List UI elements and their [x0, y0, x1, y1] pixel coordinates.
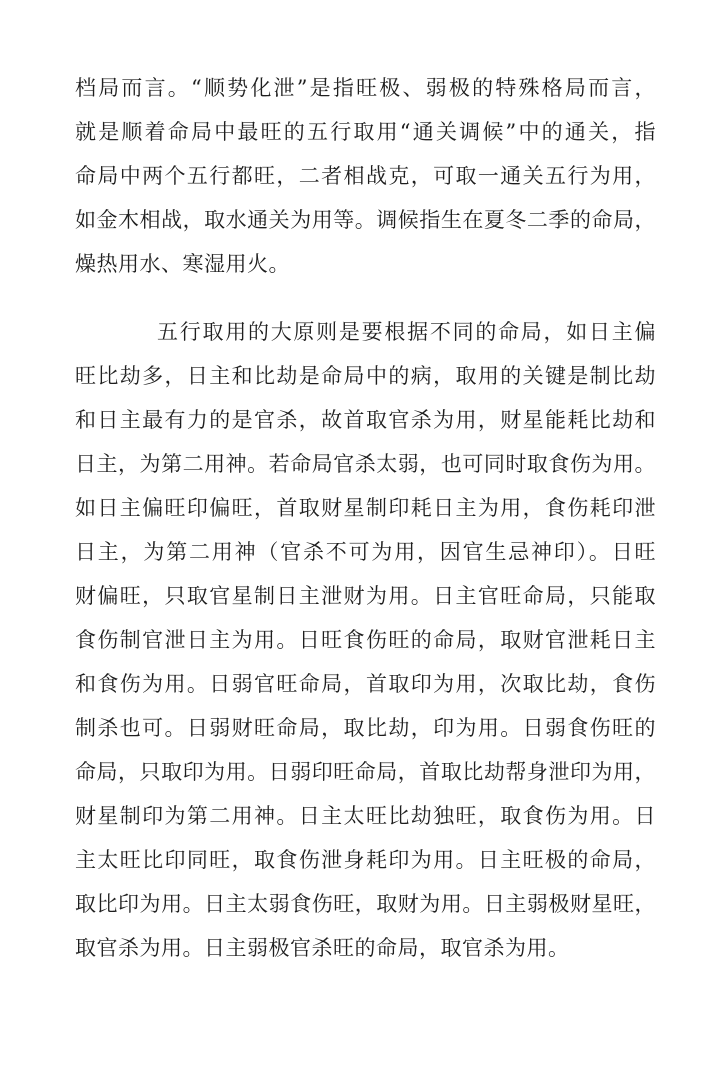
text-block: [75, 66, 656, 970]
text-line: 日主，为第二用神（官杀不可为用，因官生忌神印）。日旺: [75, 540, 656, 564]
text-line: 取官杀为用。日主弱极官杀旺的命局，取官杀为用。: [75, 936, 570, 960]
text-line: 制杀也可。日弱财旺命局，取比劫，印为用。日弱食伤旺的: [75, 716, 656, 740]
text-line: 和食伤为用。日弱官旺命局，首取印为用，次取比劫，食伤: [75, 672, 656, 696]
text-line: 如日主偏旺印偏旺，首取财星制印耗日主为用，食伤耗印泄: [75, 496, 656, 520]
text-line: 财偏旺，只取官星制日主泄财为用。日主官旺命局，只能取: [75, 584, 656, 608]
text-line: 燥热用水、寒湿用火。: [75, 252, 290, 276]
text-line: 档局而言。“顺势化泄”是指旺极、弱极的特殊格局而言，: [75, 76, 656, 100]
text-line: 旺比劫多，日主和比劫是命局中的病，取用的关键是制比劫: [75, 364, 656, 388]
text-line: 日主，为第二用神。若命局官杀太弱，也可同时取食伤为用。: [75, 452, 656, 476]
text-line: 如金木相战，取水通关为用等。调候指生在夏冬二季的命局，: [75, 208, 656, 232]
text-line: 五行取用的大原则是要根据不同的命局，如日主偏: [157, 320, 656, 344]
text-line: 主太旺比印同旺，取食伤泄身耗印为用。日主旺极的命局，: [75, 848, 656, 872]
paragraph-2: [75, 310, 656, 970]
text-line: 命局中两个五行都旺，二者相战克，可取一通关五行为用，: [75, 164, 656, 188]
text-line: 食伤制官泄日主为用。日旺食伤旺的命局，取财官泄耗日主: [75, 628, 656, 652]
text-line: 就是顺着命局中最旺的五行取用“通关调候”中的通关，指: [75, 120, 656, 144]
text-line: 财星制印为第二用神。日主太旺比劫独旺，取食伤为用。日: [75, 804, 656, 828]
paragraph-1: [75, 66, 656, 286]
text-line: 命局，只取印为用。日弱印旺命局，首取比劫帮身泄印为用，: [75, 760, 656, 784]
text-line: 和日主最有力的是官杀，故首取官杀为用，财星能耗比劫和: [75, 408, 656, 432]
text-line: 取比印为用。日主太弱食伤旺，取财为用。日主弱极财星旺，: [75, 892, 656, 916]
